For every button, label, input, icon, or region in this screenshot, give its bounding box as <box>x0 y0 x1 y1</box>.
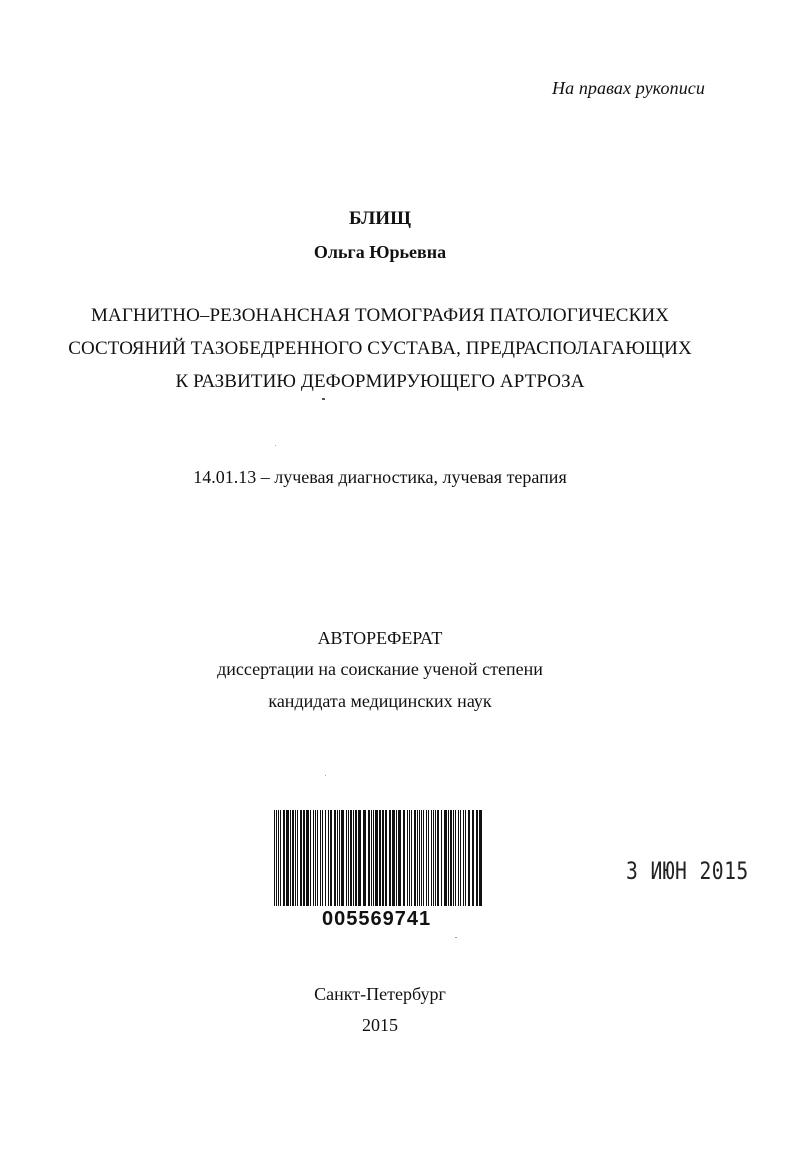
scan-speck <box>455 937 457 938</box>
title-line-2: СОСТОЯНИЙ ТАЗОБЕДРЕННОГО СУСТАВА, ПРЕДРАСПОЛАГАЮЩИХ <box>68 338 692 359</box>
scan-speck <box>322 398 325 400</box>
date-stamp: 3 ИЮН 2015 <box>626 857 749 885</box>
publication-year: 2015 <box>362 1015 398 1035</box>
document-type: АВТОРЕФЕРАТ <box>317 628 443 648</box>
author-given-names: Ольга Юрьевна <box>313 242 447 262</box>
title-line-1: МАГНИТНО–РЕЗОНАНСНАЯ ТОМОГРАФИЯ ПАТОЛОГИЧЕСКИХ <box>91 305 669 326</box>
scan-speck <box>325 775 326 776</box>
specialty-code: 14.01.13 – лучевая диагностика, лучевая терапия <box>193 467 567 487</box>
barcode <box>272 810 488 910</box>
barcode-bars <box>272 810 488 910</box>
scan-speck <box>275 445 276 446</box>
document-subtitle-line-2: кандидата медицинских наук <box>268 691 492 711</box>
publication-city: Санкт-Петербург <box>314 984 446 1004</box>
document-subtitle-line-1: диссертации на соискание ученой степени <box>217 659 543 679</box>
rights-note: На правах рукописи <box>552 78 705 98</box>
barcode-number: 005569741 <box>322 908 432 930</box>
author-surname: БЛИЩ <box>349 208 411 229</box>
title-line-3: К РАЗВИТИЮ ДЕФОРМИРУЮЩЕГО АРТРОЗА <box>175 371 585 392</box>
